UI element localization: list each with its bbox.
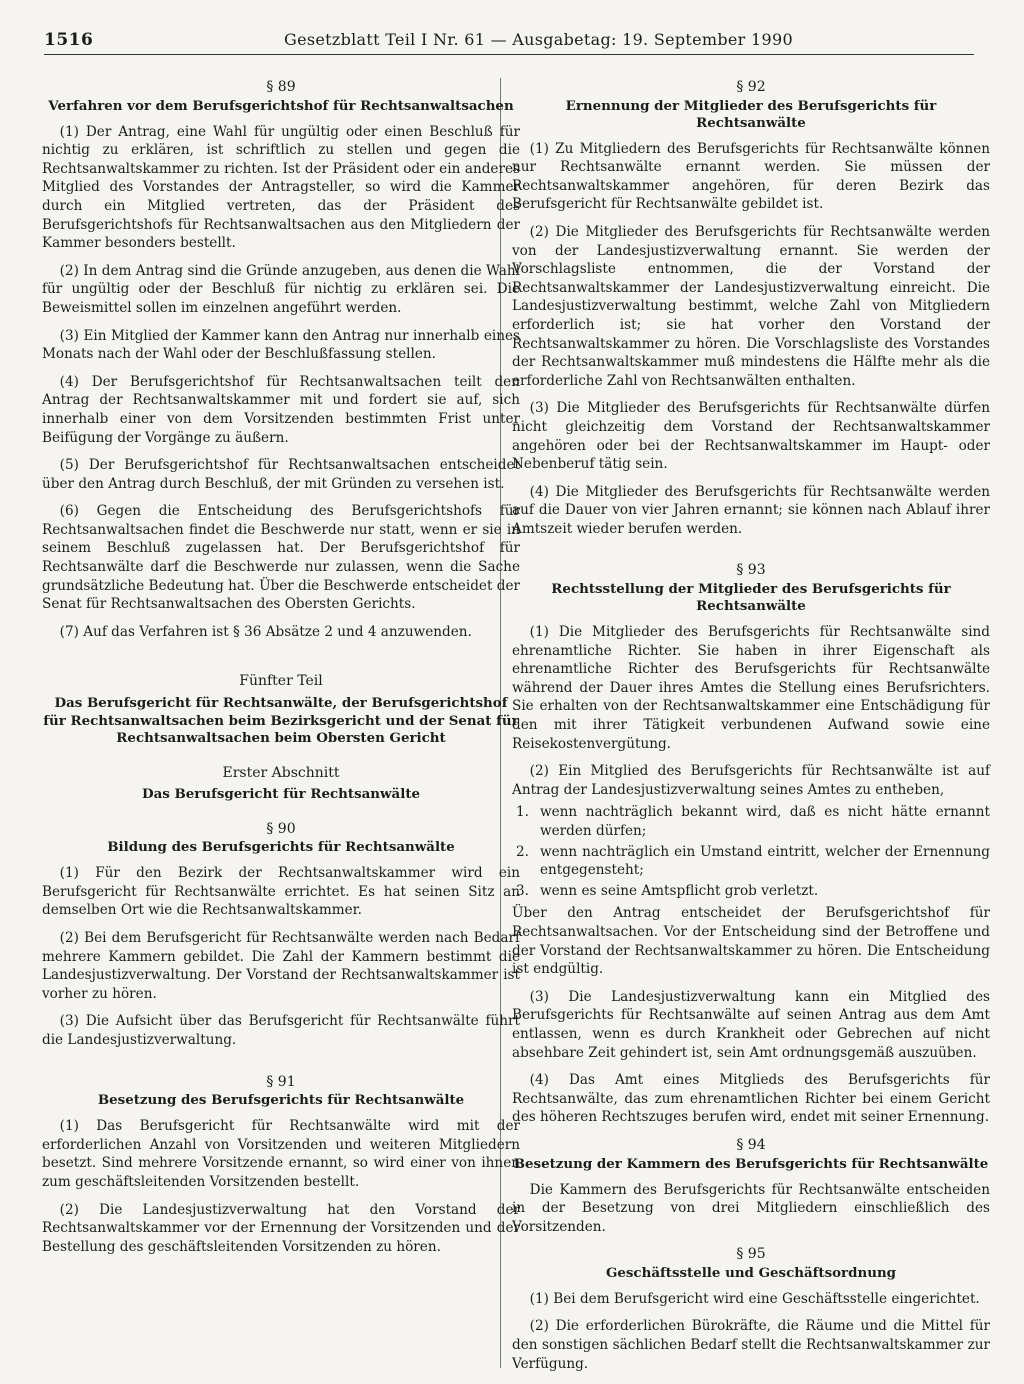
paragraph: (2) Bei dem Berufsgericht für Rechtsanwälte werden nach Bedarf mehrere Kammern gebildet. Die Zahl der Kammern bestimmt die Landesjustizverwaltung. Der Vorstand der Rechtsanwaltskammer ist vorher zu hören.: [42, 930, 520, 1002]
section-number: § 92: [736, 79, 766, 95]
paragraph: (1) Die Mitglieder des Berufsgerichts für Rechtsanwälte sind ehrenamtliche Richter. Sie haben in ihrer Eigenschaft als ehrenamtliche Richter des Berufsgerichts für Rechtsanwälte während der Dauer ihres Amtes die Stellung eines Berufsrichters. Sie erhalten von der Rechtsanwaltskammer eine Entschädigung für den mit ihrer Tätigkeit verbundenen Aufwand sowie eine Reisekostenvergütung.: [512, 624, 990, 752]
paragraph: (3) Die Aufsicht über das Berufsgericht für Rechtsanwälte führt die Landesjustizverwaltung.: [42, 1013, 520, 1048]
paragraph: Die Kammern des Berufsgerichts für Rechtsanwälte entscheiden in der Besetzung von drei Mitgliedern einschließlich des Vorsitzenden.: [512, 1181, 990, 1235]
paragraph: (2) Die Mitglieder des Berufsgerichts für Rechtsanwälte werden von der Landesjustizverwaltung ernannt. Sie werden der Vorschlagsliste entnommen, die der Vorstand der Rechtsanwaltskammer der Landesjustizverwaltung einreicht. Die Landesjustizverwaltung bestimmt, welche Zahl von Mitgliedern erforderlich ist; sie hat vorher den Vorstand der Rechtsanwaltskammer zu hören. Die Vorschlagsliste des Vorstandes der Rechtsanwaltskammer muß mindestens die Hälfte mehr als die erforderliche Zahl von Rechtsanwälten enthalten.: [512, 223, 990, 389]
paragraph: (1) Bei dem Berufsgericht wird eine Geschäftsstelle eingerichtet.: [529, 1290, 980, 1307]
chapter-name: Erster Abschnitt: [222, 764, 340, 781]
section-91: [42, 1073, 520, 1110]
gazette-title: Gesetzblatt Teil I Nr. 61 — Ausgabetag: 19. September 1990: [284, 30, 793, 49]
paragraph: (1) Der Antrag, eine Wahl für ungültig oder einen Beschluß für nichtig zu erklären, ist schriftlich zu stellen und gegen die Rechtsanwaltskammer zu richten. Ist der Präsident oder ein anderes Mitglied des Vorstandes der Antragsteller, so wird die Kammer durch ein Mitglied vertreten, das der Präsident des Berufsgerichtshofs für Rechtsanwaltsachen aus den Mitgliedern der Kammer besonders bestellt.: [42, 123, 520, 252]
part-title: Das Berufsgericht für Rechtsanwälte, der Berufsgerichtshof für Rechtsanwaltsachen beim Bezirksgericht und der Senat für Rechtsanwaltsachen beim Obersten Gericht: [43, 695, 519, 747]
section-90: [42, 820, 520, 857]
paragraph: (3) Ein Mitglied der Kammer kann den Antrag nur innerhalb eines Monats nach der Wahl oder der Beschlußfassung stellen.: [42, 327, 520, 363]
section-title: Bildung des Berufsgerichts für Rechtsanwälte: [107, 839, 455, 856]
section-89: [42, 78, 520, 115]
section-95: [512, 1245, 990, 1282]
section-number: § 90: [266, 820, 296, 837]
paragraph: (7) Auf das Verfahren ist § 36 Absätze 2 und 4 anzuwenden.: [59, 623, 472, 640]
section-title: Besetzung des Berufsgerichts für Rechtsanwälte: [97, 1092, 465, 1109]
section-number: § 93: [736, 562, 766, 579]
paragraph: Über den Antrag entscheidet der Berufsgerichtshof für Rechtsanwaltsachen. Vor der Entscheidung sind der Betroffene und der Vorstand der Rechtsanwaltskammer zu hören. Die Entscheidung ist endgültig.: [512, 905, 990, 978]
paragraph: (1) Für den Bezirk der Rechtsanwaltskammer wird ein Berufsgericht für Rechtsanwälte errichtet. Es hat seinen Sitz an demselben Ort wie die Rechtsanwaltskammer.: [42, 865, 520, 919]
section-93: [512, 561, 990, 615]
part-name: Fünfter Teil: [239, 673, 323, 690]
paragraph: (2) Ein Mitglied des Berufsgerichts für Rechtsanwälte ist auf Antrag der Landesjustizverwaltung seines Amtes zu entheben,: [512, 763, 990, 798]
paragraph: (1) Zu Mitgliedern des Berufsgerichts für Rechtsanwälte können nur Rechtsanwälte ernannt werden. Sie müssen der Rechtsanwaltskammer angehören, für deren Bezirk das Berufsgericht für Rechtsanwälte gebildet ist.: [512, 140, 990, 213]
paragraph: (6) Gegen die Entscheidung des Berufsgerichtshofs für Rechtsanwaltsachen findet die Beschwerde nur statt, wenn er sie in seinem Beschluß zugelassen hat. Der Berufsgerichtshof für Rechtsanwälte darf die Beschwerde nur zulassen, wenn die Sache grundsätzliche Bedeutung hat. Über die Beschwerde entscheidet der Senat für Rechtsanwaltsachen des Obersten Gerichts.: [42, 503, 520, 613]
paragraph: (4) Der Berufsgerichtshof für Rechtsanwaltsachen teilt den Antrag der Rechtsanwaltskammer mit und fordert sie auf, sich innerhalb einer von dem Vorsitzenden bestimmten Frist unter Beifügung der Vorgänge zu äußern.: [42, 373, 520, 446]
section-number: § 95: [736, 1246, 766, 1263]
list-item: 2. wenn nachträglich ein Umstand eintritt, welcher der Ernennung entgegensteht;: [516, 843, 990, 879]
section-number: § 91: [266, 1073, 296, 1090]
part-heading: [42, 672, 520, 747]
section-title: Verfahren vor dem Berufsgerichtshof für Rechtsanwaltsachen: [48, 97, 514, 114]
page-number: 1516: [44, 30, 94, 50]
paragraph: (5) Der Berufsgerichtshof für Rechtsanwaltsachen entscheidet über den Antrag durch Beschluß, der mit Gründen zu versehen ist.: [42, 457, 520, 492]
section-title: Ernennung der Mitglieder des Berufsgerichts für Rechtsanwälte: [565, 97, 937, 131]
paragraph: (2) Die erforderlichen Bürokräfte, die Räume und die Mittel für den sonstigen sächlichen Bedarf stellt die Rechtsanwaltskammer zur Verfügung.: [512, 1318, 990, 1372]
header-rule: [44, 54, 974, 55]
numbered-list: [512, 803, 990, 900]
section-94: [512, 1136, 990, 1173]
list-item: 3. wenn es seine Amtspflicht grob verletzt.: [516, 882, 819, 899]
paragraph: (2) In dem Antrag sind die Gründe anzugeben, aus denen die Wahl für ungültig oder der Beschluß für nichtig zu erklären sei. Die Beweismittel sollen im einzelnen angeführt werden.: [42, 262, 520, 316]
paragraph: (3) Die Mitglieder des Berufsgerichts für Rechtsanwälte dürfen nicht gleichzeitig dem Vorstand der Rechtsanwaltskammer angehören oder bei der Rechtsanwaltskammer im Haupt- oder Nebenberuf tätig sein.: [512, 400, 990, 473]
paragraph: (4) Das Amt eines Mitglieds des Berufsgerichts für Rechtsanwälte, das zum ehrenamtlichen Richter bei einem Gericht des höheren Rechtszuges berufen wird, endet mit seiner Ernennung.: [512, 1072, 990, 1126]
list-item: 1. wenn nachträglich bekannt wird, daß es nicht hätte ernannt werden dürfen;: [516, 804, 990, 839]
paragraph: (4) Die Mitglieder des Berufsgerichts für Rechtsanwälte werden auf die Dauer von vier Jahren ernannt; sie können nach Ablauf ihrer Amtszeit wieder berufen werden.: [512, 483, 990, 537]
section-title: Geschäftsstelle und Geschäftsordnung: [605, 1264, 897, 1281]
section-number: § 89: [266, 79, 296, 95]
paragraph: (2) Die Landesjustizverwaltung hat den Vorstand der Rechtsanwaltskammer vor der Ernennung der Vorsitzenden und der Bestellung des geschäftsleitenden Vorsitzenden zu hören.: [42, 1201, 520, 1255]
chapter-heading: [42, 764, 520, 804]
chapter-title: Das Berufsgericht für Rechtsanwälte: [141, 786, 421, 803]
section-92: [512, 78, 990, 132]
right-column: [512, 78, 990, 1382]
left-column: [42, 78, 520, 1265]
section-title: Rechtsstellung der Mitglieder des Berufsgerichts für Rechtsanwälte: [551, 581, 951, 615]
page-header: [44, 30, 974, 62]
section-number: § 94: [736, 1136, 766, 1153]
paragraph: (1) Das Berufsgericht für Rechtsanwälte wird mit der erforderlichen Anzahl von Vorsitzenden und weiteren Mitgliedern besetzt. Sind mehrere Vorsitzende ernannt, so wird einer von ihnen zum geschäftsleitenden Vorsitzenden bestellt.: [42, 1118, 520, 1190]
paragraph: (3) Die Landesjustizverwaltung kann ein Mitglied des Berufsgerichts für Rechtsanwälte auf seinen Antrag aus dem Amt entlassen, wenn es durch Krankheit oder Gebrechen auf nicht absehbare Zeit gehindert ist, sein Amt ordnungsgemäß auszuüben.: [512, 988, 990, 1061]
section-title: Besetzung der Kammern des Berufsgerichts für Rechtsanwälte: [513, 1155, 989, 1172]
